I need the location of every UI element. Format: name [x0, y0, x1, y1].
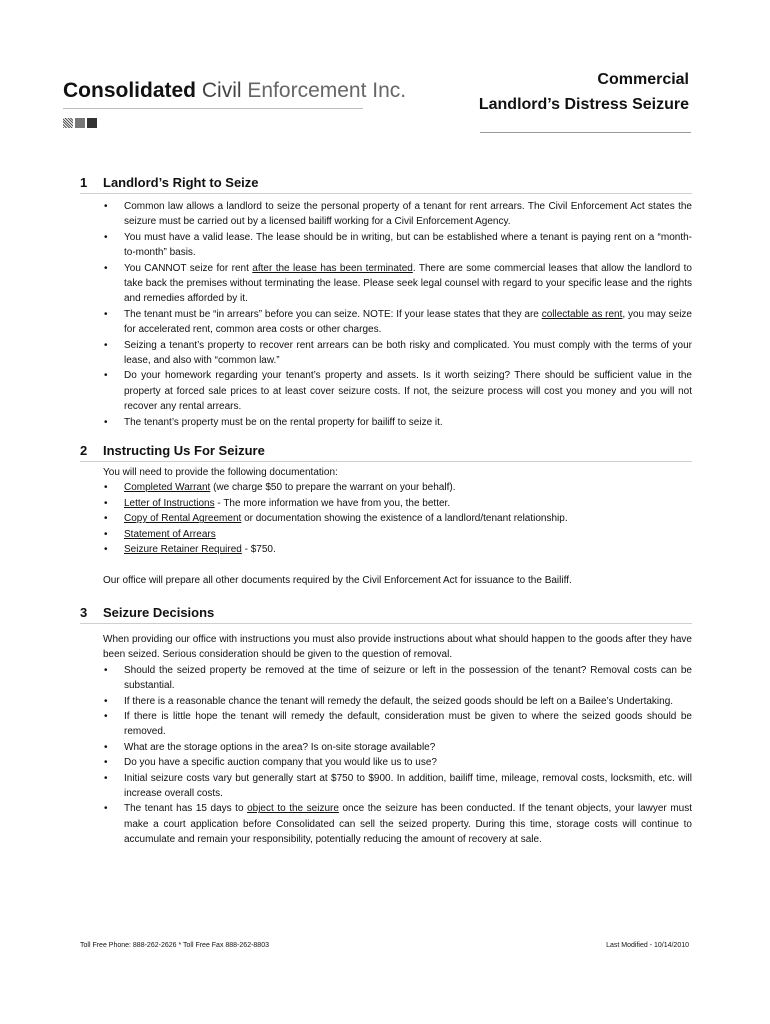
list-item: • If there is a reasonable chance the tenant will remedy the default, the seized goods should be left on a Bailee’s Undertaking.	[103, 694, 692, 709]
section-title: Instructing Us For Seizure	[103, 443, 265, 458]
list-item: • If there is little hope the tenant will remedy the default, consideration must be given to where the seized goods should be removed.	[103, 709, 692, 740]
document-link: Copy of Rental Agreement	[124, 513, 242, 525]
footer-last-modified: Last Modified - 10/14/2010	[606, 942, 689, 949]
section-landlords-right	[80, 175, 692, 430]
list-item: • The tenant must be “in arrears” before you can seize. NOTE: If your lease states that they are collectable as rent, you may seize for accelerated rent, common area costs or other charges.	[103, 307, 692, 338]
bullet-list	[103, 199, 692, 430]
company-logo	[63, 79, 406, 103]
section-heading	[80, 605, 692, 624]
document-list	[103, 480, 692, 557]
list-item: • You CANNOT seize for rent after the lease has been terminated. There are some commercial leases that allow the landlord to take back the premises without terminating the lease. Please seek legal counsel with regard to your specific lease and the rights and remedies afforded by it.	[103, 261, 692, 307]
logo-squares-icon	[63, 118, 97, 128]
underlined-term: collectable as rent	[541, 308, 623, 320]
document-link: Statement of Arrears	[124, 528, 216, 540]
document-link: Letter of Instructions	[124, 497, 215, 509]
title-divider	[480, 132, 691, 133]
section-heading	[80, 175, 692, 194]
section-title: Seizure Decisions	[103, 605, 215, 620]
section-intro: You will need to provide the following documentation:	[103, 467, 338, 478]
list-item: • You must have a valid lease. The lease should be in writing, but can be established where a tenant is paying rent on a “month-to-month” basis.	[103, 230, 692, 261]
list-item: • The tenant has 15 days to object to the seizure once the seizure has been conducted. If the tenant objects, your lawyer must make a court application before Consolidated can sell the seized property. During this time, storage costs will continue to accumulate and remain your responsibility, potentially reducing the amount of recovery at sale.	[103, 801, 692, 847]
logo-word-consolidated: Consolidated	[63, 79, 197, 102]
list-item: • What are the storage options in the area? Is on-site storage available?	[103, 740, 692, 755]
list-item: • Copy of Rental Agreement or documentation showing the existence of a landlord/tenant relationship.	[103, 511, 692, 526]
list-item: • Do you have a specific auction company that you would like us to use?	[103, 755, 692, 770]
section-intro: When providing our office with instructions you must also provide instructions about what should happen to the goods after they have been seized. Serious consideration should be given to the question of removal.	[103, 634, 692, 661]
section-number: 2	[80, 443, 88, 458]
underlined-term: object to the seizure	[247, 803, 339, 815]
section-closing: Our office will prepare all other documents required by the Civil Enforcement Act for issuance to the Bailiff.	[103, 575, 572, 587]
section-seizure-decisions	[80, 605, 692, 848]
list-item: • Completed Warrant (we charge $50 to prepare the warrant on your behalf).	[103, 480, 692, 495]
underlined-term: after the lease has been terminated	[252, 262, 413, 274]
section-number: 3	[80, 605, 88, 620]
section-title: Landlord’s Right to Seize	[103, 175, 259, 190]
list-item: • Common law allows a landlord to seize the personal property of a tenant for rent arrears. The Civil Enforcement Act states the seizure must be carried out by a licensed bailiff working for a Civil Enforcement Agency.	[103, 199, 692, 230]
document-link: Seizure Retainer Required	[124, 544, 242, 556]
logo-divider	[63, 108, 363, 109]
document-link: Completed Warrant	[124, 482, 211, 494]
section-number: 1	[80, 175, 88, 190]
document-title	[479, 67, 689, 117]
list-item: • Initial seizure costs vary but generally start at $750 to $900. In addition, bailiff time, mileage, removal costs, locksmith, etc. will increase overall costs.	[103, 771, 692, 802]
title-line-2: Landlord’s Distress Seizure	[478, 96, 689, 113]
list-item	[103, 527, 692, 542]
list-item: • Seizure Retainer Required - $750.	[103, 542, 692, 557]
logo-word-civil: Civil	[201, 79, 242, 102]
title-line-1: Commercial	[597, 71, 689, 88]
bullet-list	[103, 663, 692, 848]
list-item: • Seizing a tenant’s property to recover rent arrears can be both risky and complicated. You must comply with the terms of your lease, and also with “common law.”	[103, 338, 692, 369]
section-instructing-us	[80, 443, 692, 589]
logo-word-enforcement: Enforcement Inc.	[247, 79, 407, 102]
list-item: • The tenant’s property must be on the rental property for bailiff to seize it.	[103, 415, 692, 430]
list-item: • Should the seized property be removed at the time of seizure or left in the possession of the tenant? Removal costs can be substantial.	[103, 663, 692, 694]
list-item: • Do your homework regarding your tenant’s property and assets. Is it worth seizing? There should be sufficient value in the property at forced sale prices to at least cover seizure costs. If not, the seizure process will cost you money and you will not recover any rental arrears.	[103, 368, 692, 414]
section-heading	[80, 443, 692, 462]
footer-contact: Toll Free Phone: 888-262-2626 * Toll Free Fax 888-262-8803	[80, 942, 269, 949]
list-item: • Letter of Instructions - The more information we have from you, the better.	[103, 496, 692, 511]
